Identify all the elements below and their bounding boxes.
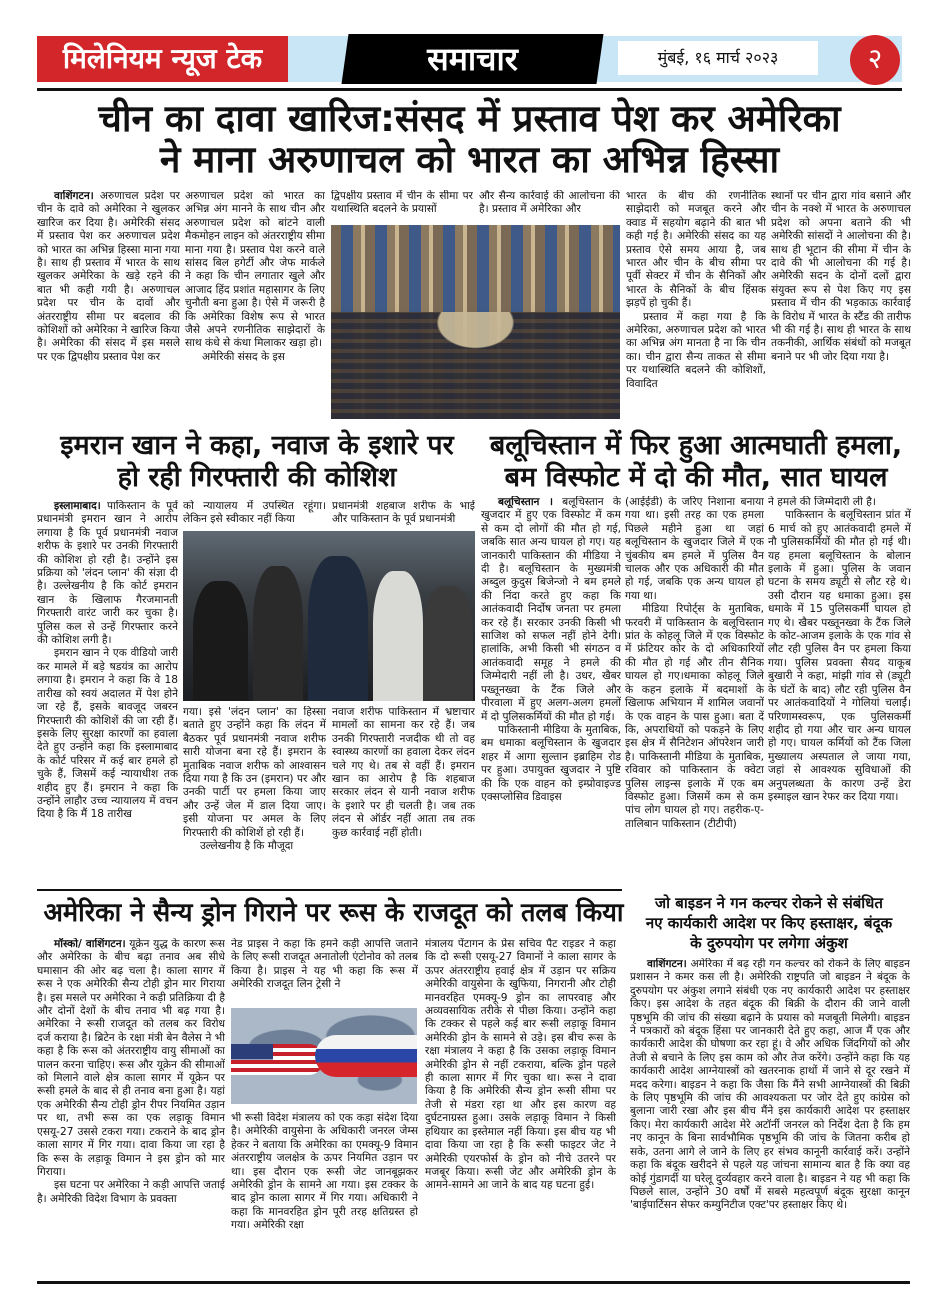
paragraph: को न्यायालय में उपस्थित रहूंगा। लेकिन इसे स्वीकार नहीं किया	[183, 500, 326, 526]
imran-khan-photo	[183, 531, 475, 701]
paragraph: पाकिस्तान के बलूचिस्तान प्रांत में 6 मार्च को हुए आतंकवादी हमले में नौ पुलिसकर्मियों की मौत हो गई थी। यह हमला बलूचिस्तान के बोलान इलाके में हुआ। पुलिस के जवान घटना के समय ड्यूटी से लौट रहे थे। उसी दौरान यह धमाका हुआ। इस धमाके में 15 पुलिसकर्मी घायल हो गए थे। खैबर पख्तूनख्वा के टैंक जिले के कोट-आजम इलाके के एक गांव से लौट रही पुलिस वैन पर हमला किया गया। पुलिस प्रवक्ता सैयद याकूब बुखारी ने कहा, मांझी गांव से (ड्यूटी के घंटों के बाद) लौट रही पुलिस वैन पर आतंकवादियों ने गोलियां चलाईं। परिणामस्वरूप, एक पुलिसकर्मी शहीद हो गया और चार अन्य घायल हो गए। घायल कर्मियों को टैंक जिला मुख्यालय अस्पताल ले जाया गया, जहां से आवश्यक सुविधाओं की अनुपलब्धता के कारण उन्हें डेरा इस्माइल खान रेफर कर दिया गया।	[768, 509, 911, 803]
issue-date: मुंबई, १६ मार्च २०२३	[618, 41, 818, 75]
paragraph: अमेरिका में बढ़ रही गन कल्चर को रोकने के लिए बाइडन प्रशासन ने कमर कस ली है। अमेरिकी राष्ट्रपति जो बाइडन ने बंदूक के दुरुपयोग पर अंकुश लगाने संबंधी एक नए कार्यकारी आदेश पर हस्ताक्षर किए। इस आदेश के तहत बंदूक की बिक्री के दौरान की जाने वाली पृष्ठभूमि की जांच की संख्या बढ़ाने के प्रयास को मजबूती मिलेगी। बाइडन ने पत्रकारों को बंदूक हिंसा पर जानकारी देते हुए कहा, आज मैं एक और कार्यकारी आदेश की घोषणा कर रहा हूं। वे और अधिक जिंदगियों को और तेजी से बचाने के लिए इस काम को और तेज करेंगे। उन्होंने कहा कि यह कार्यकारी आदेश आग्नेयास्त्रों को खतरनाक हाथों में जाने से दूर रखने में मदद करेगा। बाइडन ने कहा कि जैसा कि मैंने सभी आग्नेयास्त्रों की बिक्री के लिए पृष्ठभूमि की जांच की आवश्यकता पर जोर देते हुए कांग्रेस को बुलाना जारी रखा और इस बीच मैंने इस कार्यकारी आदेश पर हस्ताक्षर किए। मेरा कार्यकारी आदेश मेरे अटॉर्नी जनरल को निर्देश देता है कि हम नए कानून के बिना सार्वभौमिक पृष्ठभूमि की जांच के जितना करीब हो सके, उतना आगे ले जाने के लिए हर संभव कानूनी कार्रवाई करें। उन्होंने कहा कि बंदूक खरीदने से पहले यह जांचना सामान्य बात है कि क्या वह कोई गुंडागर्दी या घरेलू दुर्व्यवहार करने वाला है। बाइडन ने यह भी कहा कि पिछले साल, उन्होंने 30 वर्षों में सबसे महत्वपूर्ण बंदूक सुरक्षा कानून 'बाईपार्टिसन सेफर कम्युनिटीज एक्ट'पर हस्ताक्षर किए थे।	[630, 958, 910, 1212]
masthead-divider	[37, 88, 902, 91]
biden-headline-line-3: के दुरुपयोग पर लगेगा अंकुश	[690, 934, 848, 952]
paragraph: अरुणाचल प्रदेश को भारत का अभिन्न अंग मानने के साथ चीन और अरुणाचल प्रदेश को बांटने वाली मैकमोहन लाइन को अंतरराष्ट्रीय सीमा माना गया है। प्रस्ताव पेश करने वाले सांसद बिल हगेर्टी और जेफ मार्कले ने कहा कि चीन लगातार खुले और आजाद हिंद प्रशांत महासागर के लिए चुनौती बना हुआ है। ऐसे में जरूरी है कि अमेरिका विशेष रूप से भारत जैसे अपने रणनीतिक साझेदारों के साथ कंधे से कंधा मिलाकर खड़ा हो।	[185, 190, 325, 350]
page-number-badge: २	[850, 35, 900, 85]
imran-headline-line-2: हो रही गिरफ्तारी की कोशिश	[117, 462, 397, 493]
us-congress-photo	[331, 225, 620, 419]
dateline: वाशिंगटन।	[646, 958, 687, 970]
biden-headline-line-2: नए कार्यकारी आदेश पर किए हस्ताक्षर, बंदूक	[645, 914, 893, 932]
arunachal-column-5	[626, 190, 766, 420]
paragraph: भी रूसी विदेश मंत्रालय को एक कड़ा संदेश दिया है। अमेरिकी वायुसेना के अधिकारी जनरल जेम्स हेकर ने बताया कि अमेरिका का एमक्यू-9 विमान अंतरराष्ट्रीय जलक्षेत्र के ऊपर नियमित उड़ान पर था। इस दौरान एक रूसी जेट जानबूझकर अमेरिकी ड्रोन के सामने आ गया। इस टक्कर के बाद ड्रोन काला सागर में गिर गया। अधिकारी ने कहा कि मानवरहित ड्रोन पूरी तरह क्षतिग्रस्त हो गया। अमेरिकी रक्षा	[231, 1112, 418, 1232]
paragraph: अरुणाचल प्रदेश पर चीन के दावे को अमेरिका ने खुलकर खारिज कर दिया है। अमेरिकी संसद में प्रस्ताव पेश कर अरुणाचल प्रदेश को भारत का अभिन्न हिस्सा माना गया है। साथ ही प्रस्ताव में भारत के साथ खुलकर अमेरिका के खड़े रहने की बात भी कही गयी है। अरुणाचल प्रदेश पर चीन के दावों और अंतरराष्ट्रीय सीमा पर बदलाव की कोशिशों को अमेरिका ने खारिज किया है। अमेरिका की संसद में इस मसले पर एक द्विपक्षीय प्रस्ताव पेश कर	[37, 190, 180, 363]
lead-headline-line-2: ने माना अरुणाचल को भारत का अभिन्न हिस्सा	[159, 138, 780, 181]
balochistan-headline-line-2: बम विस्फोट में दो की मौत, सात घायल	[504, 462, 888, 493]
drone-column-2-bottom	[231, 1112, 418, 1280]
balochistan-headline	[482, 430, 910, 494]
imran-column-2-bottom	[183, 706, 326, 886]
section-divider	[37, 889, 622, 891]
section-name: समाचार	[427, 40, 518, 78]
us-russia-fist-photo	[231, 1008, 417, 1104]
dateline: मॉस्को/ वाशिंगटन।	[53, 938, 126, 950]
imran-headline-line-1: इमरान खान ने कहा, नवाज के इशारे पर	[60, 430, 454, 461]
drone-column-1	[37, 938, 225, 1278]
imran-headline	[37, 430, 477, 494]
paper-name: मिलेनियम न्यूज टेक	[37, 36, 288, 82]
paragraph: पाकिस्तान के पूर्व प्रधानमंत्री इमरान खान ने आरोप लगाया है कि पूर्व प्रधानमंत्री नवाज शरीफ के इशारे पर उनकी गिरफ्तारी की कोशिश हो रही है। उन्होंने इस प्रक्रिया को 'लंदन प्लान' की संज्ञा दी है। उल्लेखनीय है कि कोर्ट इमरान खान के खिलाफ गैरजमानती गिरफ्तारी वारंट जारी कर चुका है। पुलिस कल से उन्हें गिरफ्तार करने की कोशिश लगी है।	[37, 500, 178, 647]
arunachal-column-2	[185, 190, 325, 420]
dateline: बलूचिस्तान ।	[497, 496, 553, 508]
imran-column-3-top	[332, 500, 475, 528]
drone-column-3	[425, 938, 616, 1278]
paragraph: उल्लेखनीय है कि मौजूदा	[199, 840, 294, 853]
biden-headline	[628, 893, 910, 953]
imran-column-2-top	[183, 500, 326, 528]
paragraph: नवाज शरीफ पाकिस्तान में भ्रष्टाचार मामलों का सामना कर रहे हैं। जब उनकी गिरफ्तारी नजदीक थी तो वह स्वास्थ्य कारणों का हवाला देकर लंदन चले गए थे। तब से वहीं हैं। इमरान खान का आरोप है कि शहबाज सरकार लंदन से यानी नवाज शरीफ के इशारे पर ही चलती है। जब तक लंदन से ऑर्डर नहीं आता तब तक कुछ कार्रवाई नहीं होती।	[332, 706, 475, 839]
paragraph: ने हमले की जिम्मेदारी ली है।	[768, 496, 876, 508]
paragraph: मंत्रालय पेंटागन के प्रेस सचिव पैट राइडर ने कहा कि दो रूसी एसयू-27 विमानों ने काला सागर के ऊपर अंतरराष्ट्रीय हवाई क्षेत्र में उड़ान पर सक्रिय अमेरिकी वायुसेना के खुफिया, निगरानी और टोही मानवरहित एमक्यू-9 ड्रोन का लापरवाह और अव्यवसायिक तरीके से पीछा किया। उन्होंने कहा कि टक्कर से पहले कई बार रूसी लड़ाकू विमान अमेरिकी ड्रोन के सामने से उड़े। इस बीच रूस के रक्षा मंत्रालय ने कहा है कि उसका लड़ाकू विमान अमेरिकी ड्रोन से नहीं टकराया, बल्कि ड्रोन पहले ही काला सागर में गिर चुका था। रूस ने दावा किया है कि अमेरिकी सैन्य ड्रोन रूसी सीमा पर तेजी से मंडरा रहा था और इस कारण वह दुर्घटनाग्रस्त हुआ। उसके लड़ाकू विमान ने किसी हथियार का इस्तेमाल नहीं किया। इस बीच यह भी दावा किया जा रहा है कि रूसी फाइटर जेट ने अमेरिकी एयरफोर्स के ड्रोन को नीचे उतरने पर मजबूर किया। रूसी जेट और अमेरिकी ड्रोन के आमने-सामने आ जाने के बाद यह घटना हुई।	[425, 938, 616, 1192]
paragraph: द्विपक्षीय प्रस्ताव में चीन के सीमा पर यथास्थिति बदलने के प्रयासों	[331, 190, 473, 216]
paragraph: मीडिया रिपोर्ट्स के मुताबिक, फरवरी में पाकिस्तान के बलूचिस्तान प्रांत के कोहलू जिले में एक विस्फोट में फ्रंटियर कोर के दो अधिकारियों की मौत हो गई और तीन सैनिक घायल हो गए।धमाका कोहलू जिले के कहन इलाके में बदमाशों के खिलाफ अभियान में शामिल जवानों के एक वाहन के पास हुआ। बता दें कि, अपराधियों को पकड़ने के लिए इस क्षेत्र में सैनिटेशन ऑपरेशन जारी है। पाकिस्तानी मीडिया के मुताबिक, रविवार को पाकिस्तान के क्वेटा पुलिस लाइन्स इलाके में एक बम विस्फोट हुआ। जिसमें कम से कम पांच लोग घायल हो गए। तहरीक-ए-तालिबान पाकिस्तान (टीटीपी)	[625, 603, 764, 830]
paragraph: और सैन्य कार्रवाई की आलोचना की है। प्रस्ताव में अमेरिका और	[479, 190, 620, 216]
arunachal-column-3	[331, 190, 473, 220]
arunachal-column-4	[479, 190, 620, 220]
balochistan-column-1	[481, 496, 621, 886]
paragraph: यूक्रेन युद्ध के कारण रूस और अमेरिका के बीच बढ़ा तनाव अब सीधे घमासान की ओर बढ़ चला है। काला सागर में रूस ने एक अमेरिकी सैन्य टोही ड्रोन मार गिराया है। इस मसले पर अमेरिका ने कड़ी प्रतिक्रिया दी है और दोनों देशों के बीच तनाव भी बढ़ गया है। अमेरिका ने रूसी राजदूत को तलब कर विरोध दर्ज कराया है। ब्रिटेन के रक्षा मंत्री बेन वैलेस ने भी कहा है कि रूस को अंतरराष्ट्रीय वायु सीमाओं का पालन करना चाहिए। रूस और यूक्रेन की सीमाओं को मिलाने वाले क्षेत्र काला सागर में यूक्रेन पर रूसी हमले के बाद से ही तनाव बना हुआ है। यहां एक अमेरिकी सैन्य टोही ड्रोन रीपर नियमित उड़ान पर था, तभी रूस का एक लड़ाकू विमान एसयू-27 उससे टकरा गया। टकराने के बाद ड्रोन काला सागर में गिर गया। दावा किया जा रहा है कि रूस के लड़ाकू विमान ने इस ड्रोन को मार गिराया।	[37, 938, 225, 1178]
paragraph: भारत के बीच की रणनीतिक साझेदारी को मजबूत करने और क्वाड में सहयोग बढ़ाने की बात भी कही गई है। अमेरिकी संसद का यह प्रस्ताव ऐसे समय आया है, जब भारत और चीन के बीच सीमा पर पूर्वी सेक्टर में चीन के सैनिकों और भारत के सैनिकों के बीच हिंसक झड़पें हो चुकी हैं।	[626, 190, 766, 310]
paragraph: प्रस्ताव में कहा गया है कि अमेरिका, अरुणाचल प्रदेश को भारत का अभिन्न अंग मानता है ना कि चीन का। चीन द्वारा सैन्य ताकत से सीमा पर यथास्थिति बदलने की कोशिशों, विवादित	[626, 310, 766, 390]
drone-column-2-top	[231, 938, 418, 998]
arunachal-column-6	[771, 190, 911, 420]
imran-column-3-bottom	[332, 706, 475, 886]
balochistan-headline-line-1: बलूचिस्तान में फिर हुआ आत्मघाती हमला,	[489, 430, 903, 461]
us-flag-fist	[231, 1044, 324, 1075]
imran-column-1	[37, 500, 178, 886]
paragraph: (आईईडी) के जरिए निशाना बनाया गया था। इसी तरह का एक हमला पिछले महीने हुआ था जहां बलूचिस्तान के खुजदार जिले में एक चुंबकीय बम हमले में पुलिस वैन चालक और एक अधिकारी की मौत हो गई, जबकि एक अन्य घायल हो गया था।	[625, 496, 764, 602]
dateline: इस्लामाबाद।	[53, 500, 101, 512]
russia-flag-fist	[315, 1035, 417, 1077]
paragraph: गया। इसे 'लंदन प्लान' का हिस्सा बताते हुए उन्होंने कहा कि लंदन में बैठकर पूर्व प्रधानमंत्री नवाज शरीफ सारी योजना बना रहे हैं। इमरान के मुताबिक नवाज शरीफ को आश्वासन दिया गया है कि उन (इमरान) पर और उनकी पार्टी पर हमला किया जाए और उन्हें जेल में डाल दिया जाए। इसी योजना पर अमल के लिए गिरफ्तारी की कोशिशें हो रही हैं।	[183, 706, 326, 839]
drone-headline-text: अमेरिका ने सैन्य ड्रोन गिराने पर रूस के राजदूत को तलब किया	[43, 898, 624, 928]
lead-headline-line-1: चीन का दावा खारिज:संसद में प्रस्ताव पेश कर अमेरिका	[98, 97, 841, 140]
balochistan-column-3	[768, 496, 911, 886]
paragraph: बलूचिस्तान के खुजदार में हुए एक विस्फोट में कम से कम दो लोगों की मौत हो गई, जबकि सात अन्य घायल हो गए। यह जानकारी पाकिस्तान की मीडिया ने दी है। बलूचिस्तान के मुख्यमंत्री अब्दुल कुदुस बिजेन्जो ने बम हमले की निंदा करते हुए कहा कि आतंकवादी निर्दोष जनता पर हमला कर रहे हैं। सरकार उनकी किसी भी साजिश को सफल नहीं होने देगी। हालांकि, अभी किसी भी संगठन व आतंकवादी समूह ने हमले की जिम्मेदारी नहीं ली है। उधर, खैबर पख्तूनख्वा के टैंक जिले और पीरवाला में हुए अलग-अलग हमलों में दो पुलिसकर्मियों की मौत हो गई।	[481, 496, 621, 723]
paragraph: अमेरिकी संसद के इस	[201, 350, 285, 363]
paragraph: इस घटना पर अमेरिका ने कड़ी आपत्ति जताई है। अमेरिकी विदेश विभाग के प्रवक्ता	[37, 1179, 225, 1205]
balochistan-column-2	[625, 496, 764, 886]
paragraph: इमरान खान ने एक वीडियो जारी कर मामले में बड़े षडयंत्र का आरोप लगाया है। इमरान ने कहा कि वे 18 तारीख को स्वयं अदालत में पेश होने जा रहे हैं, इसके बावजूद जबरन गिरफ्तारी की कोशिशें की जा रही हैं। इसके लिए सुरक्षा कारणों का हवाला देते हुए उन्होंने कहा कि इस्लामाबाद के कोर्ट परिसर में कई बार हमले हो चुके हैं, जिसमें कई न्यायाधीश तक शहीद हुए हैं। इमरान ने कहा कि उन्होंने लाहौर उच्च न्यायालय में वचन दिया है कि मैं 18 तारीख	[37, 647, 178, 821]
paragraph: पाकिस्तानी मीडिया के मुताबिक, बम धमाका बलूचिस्तान के खुजदार शहर में आगा सुल्तान इब्राहिम रोड पर हुआ। उपायुक्त खुजदार ने पुष्टि की कि एक वाहन को इम्प्रोवाइज्ड एक्सप्लोसिव डिवाइस	[481, 723, 621, 803]
drone-headline	[37, 896, 624, 930]
biden-headline-line-1: जो बाइडन ने गन कल्चर रोकने से संबंधित	[655, 894, 883, 912]
footer-divider	[37, 1281, 910, 1284]
paragraph: स्थानों पर चीन द्वारा गांव बसाने और चीन के नक्शे में भारत के अरुणाचल प्रदेश को अपना बताने की भी अमेरिकी सांसदों ने आलोचना की है। साथ ही भूटान की सीमा में चीन के दावे की भी आलोचना की गई है। अमेरिकी सदन के दोनों दलों द्वारा संयुक्त रूप से पेश किए गए इस प्रस्ताव में चीन की भड़काऊ कार्रवाई के विरोध में भारत के स्टैंड की तारीफ भी की गई है। साथ ही भारत के साथ तकनीकी, आर्थिक संबंधों को मजबूत बनाने पर भी जोर दिया गया है।	[771, 190, 911, 363]
paragraph: नेड प्राइस ने कहा कि हमने कड़ी आपत्ति जताने के लिए रूसी राजदूत अनातोली एंटोनोव को तलब किया है। प्राइस ने यह भी कहा कि रूस में अमेरिकी राजदूत लिन ट्रेसी ने	[231, 938, 418, 991]
biden-body	[630, 958, 910, 1280]
lead-headline	[37, 98, 902, 180]
arunachal-column-1	[37, 190, 180, 420]
dateline: वाशिंगटन।	[53, 190, 94, 202]
paragraph: प्रधानमंत्री शहबाज शरीफ के भाई और पाकिस्तान के पूर्व प्रधानमंत्री	[332, 500, 475, 526]
